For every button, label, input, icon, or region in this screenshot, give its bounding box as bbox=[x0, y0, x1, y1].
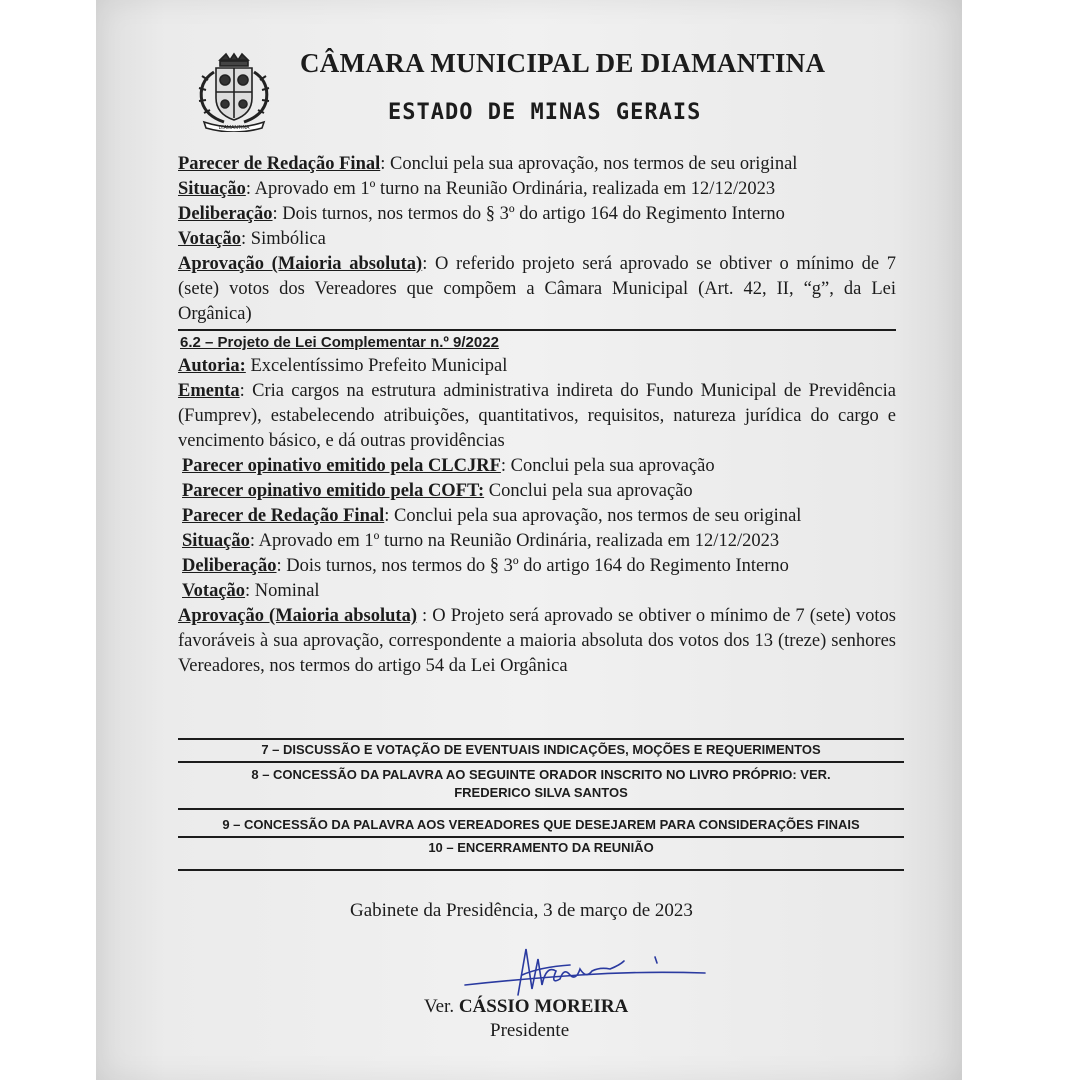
agenda-item-10: 10 – ENCERRAMENTO DA REUNIÃO bbox=[178, 838, 904, 871]
item2-coft: Parecer opinativo emitido pela COFT: Conclui pela sua aprovação bbox=[182, 481, 693, 501]
signer-name: Ver. CÁSSIO MOREIRA bbox=[424, 996, 629, 1017]
place-date: Gabinete da Presidência, 3 de março de 2023 bbox=[350, 900, 693, 921]
page-subtitle: ESTADO DE MINAS GERAIS bbox=[388, 100, 702, 125]
agenda-list bbox=[178, 738, 904, 871]
item2-autoria: Autoria: Excelentíssimo Prefeito Municipal bbox=[178, 356, 508, 376]
svg-text:DIAMANTINA: DIAMANTINA bbox=[218, 125, 250, 131]
divider bbox=[178, 329, 896, 331]
agenda-item-8: 8 – CONCESSÃO DA PALAVRA AO SEGUINTE ORADOR INSCRITO NO LIVRO PRÓPRIO: VER. FREDERICO SILVA SANTOS bbox=[178, 763, 904, 810]
coat-of-arms-icon bbox=[190, 52, 278, 132]
item2-clcjrf: Parecer opinativo emitido pela CLCJRF: Conclui pela sua aprovação bbox=[182, 456, 715, 476]
agenda-item-7: 7 – DISCUSSÃO E VOTAÇÃO DE EVENTUAIS INDICAÇÕES, MOÇÕES E REQUERIMENTOS bbox=[178, 738, 904, 763]
item2-parecer: Parecer de Redação Final: Conclui pela sua aprovação, nos termos de seu original bbox=[182, 506, 802, 526]
item1-situacao: Situação: Aprovado em 1º turno na Reunião Ordinária, realizada em 12/12/2023 bbox=[178, 179, 776, 199]
item1-deliberacao: Deliberação: Dois turnos, nos termos do § 3º do artigo 164 do Regimento Interno bbox=[178, 204, 785, 224]
agenda-item-9: 9 – CONCESSÃO DA PALAVRA AOS VEREADORES QUE DESEJAREM PARA CONSIDERAÇÕES FINAIS bbox=[178, 810, 904, 838]
item2-situacao: Situação: Aprovado em 1º turno na Reunião Ordinária, realizada em 12/12/2023 bbox=[182, 531, 780, 551]
item2-aprovacao: Aprovação (Maioria absoluta) : O Projeto será aprovado se obtiver o mínimo de 7 (sete) votos favoráveis à sua aprovação, correspondente a maioria absoluta dos votos dos 13 (treze) senhores Vereadores, nos termos do artigo 54 da Lei Orgânica bbox=[178, 606, 896, 676]
item1-votacao: Votação: Simbólica bbox=[178, 229, 326, 249]
page-title: CÂMARA MUNICIPAL DE DIAMANTINA bbox=[300, 48, 826, 78]
item1-parecer: Parecer de Redação Final: Conclui pela sua aprovação, nos termos de seu original bbox=[178, 154, 798, 174]
signer-role: Presidente bbox=[490, 1020, 570, 1041]
item1-aprovacao: Aprovação (Maioria absoluta): O referido projeto será aprovado se obtiver o mínimo de 7 (sete) votos dos Vereadores que compõem a Câmara Municipal (Art. 42, II, “g”, da Lei Orgânica) bbox=[178, 254, 896, 324]
item2-ementa: Ementa: Cria cargos na estrutura administrativa indireta do Fundo Municipal de Previdência (Fumprev), estabelecendo atribuições, quantitativos, requisitos, natureza jurídica do cargo e vencimento básico, e dá outras providências bbox=[178, 381, 896, 451]
item2-votacao: Votação: Nominal bbox=[182, 581, 320, 601]
document-body bbox=[178, 152, 896, 679]
section-title: 6.2 – Projeto de Lei Complementar n.º 9/2022 bbox=[180, 334, 499, 351]
item2-deliberacao: Deliberação: Dois turnos, nos termos do § 3º do artigo 164 do Regimento Interno bbox=[182, 556, 789, 576]
